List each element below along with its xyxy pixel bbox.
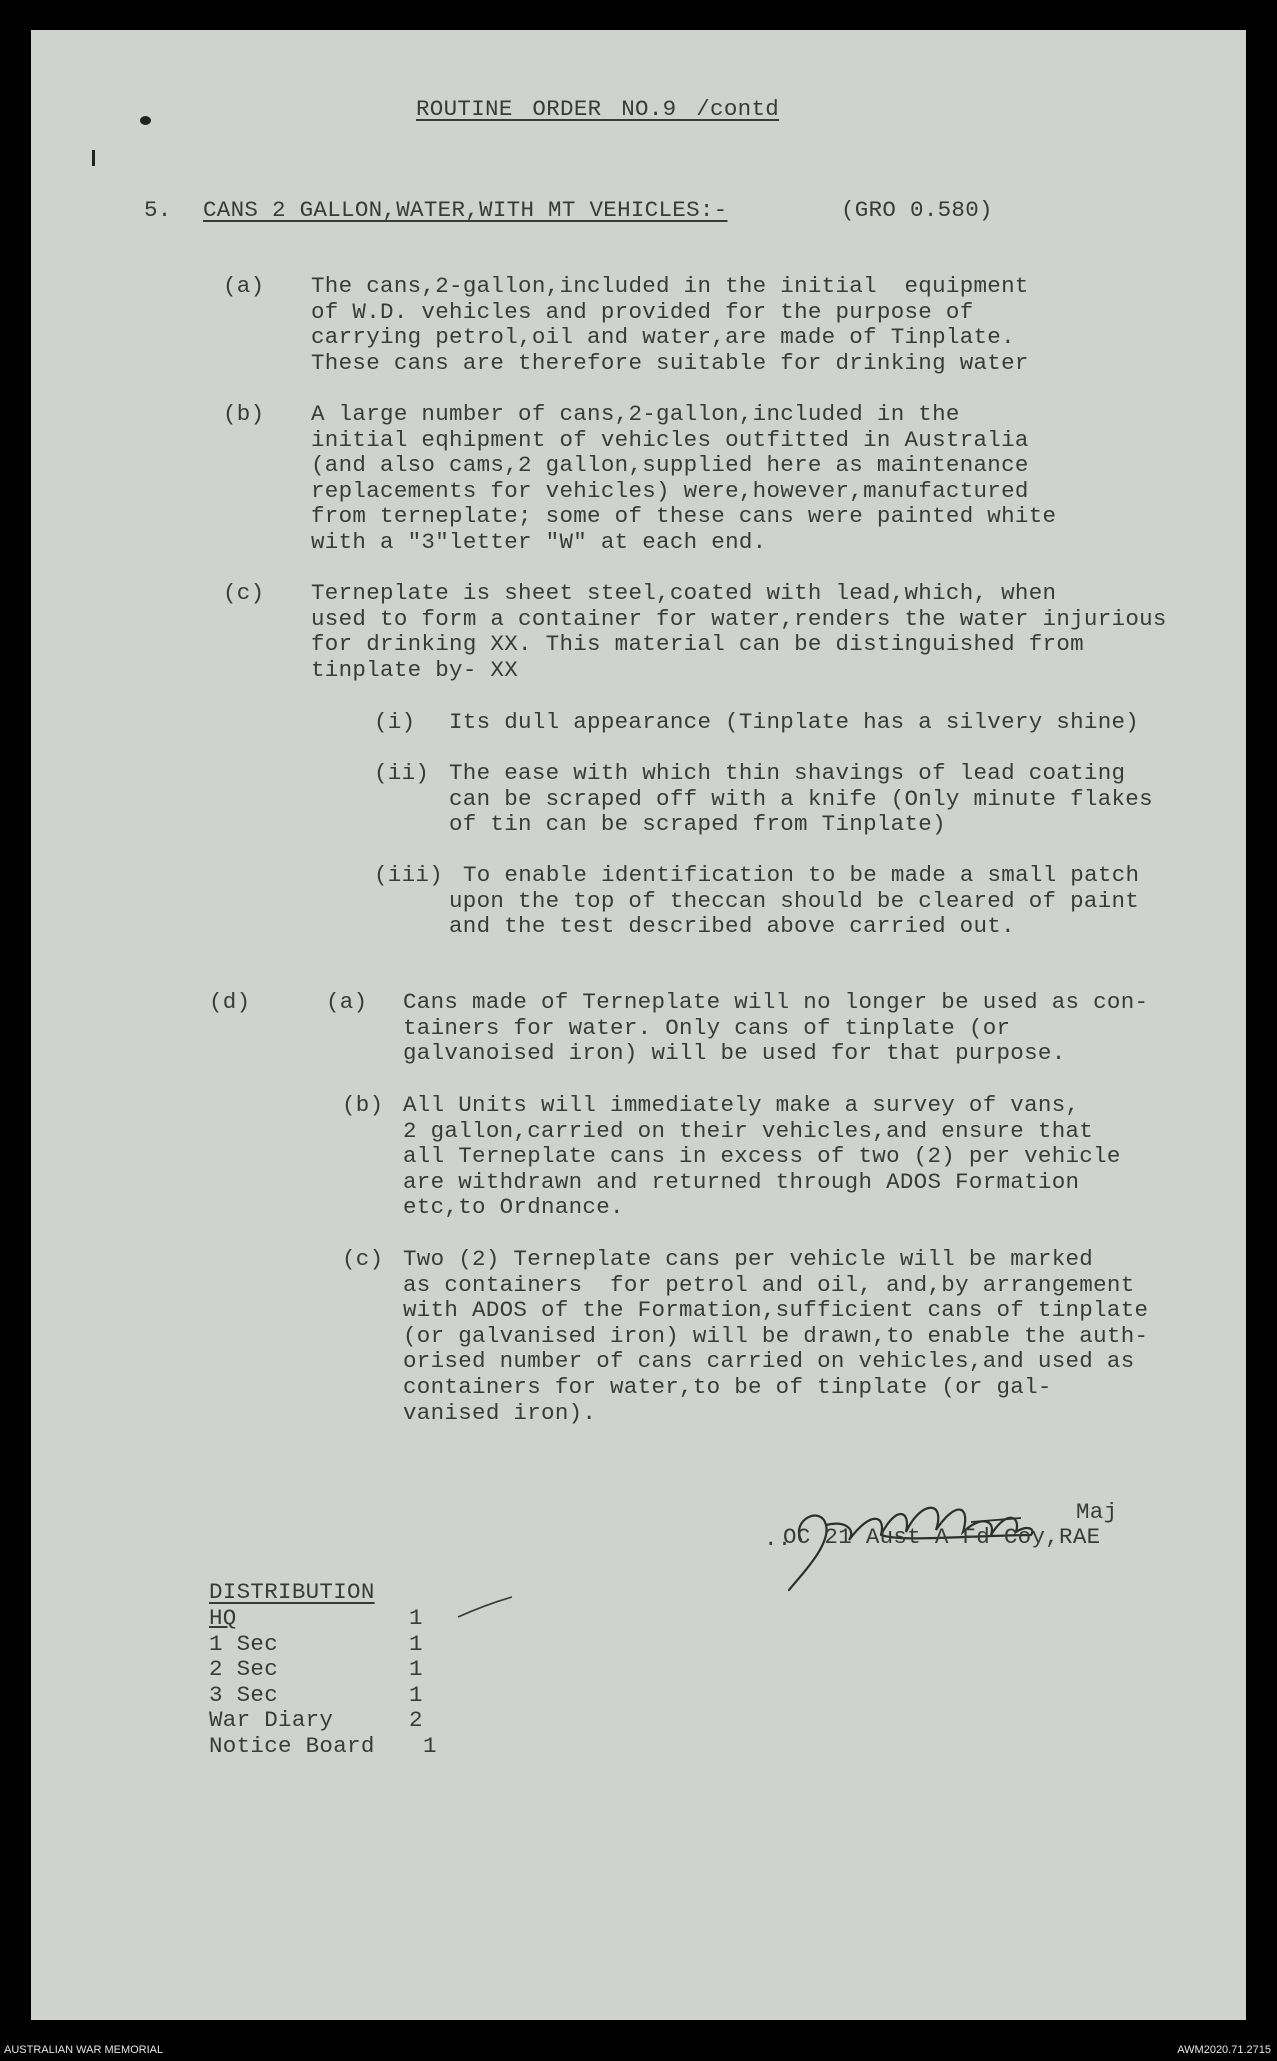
- para-b-text: [311, 402, 1056, 556]
- para-a-text: [311, 274, 1029, 376]
- para-c-item-text: [449, 710, 1139, 736]
- text-line: tainers for water. Only cans of tinplate (or: [403, 1014, 1011, 1041]
- distribution-row: [209, 1708, 437, 1734]
- text-line: used to form a container for water,renders the water injurious: [311, 605, 1167, 632]
- text-line: upon the top of theccan should be cleared of paint: [449, 887, 1140, 914]
- text-line: galvanoised iron) will be used for that purpose.: [403, 1040, 1066, 1067]
- distribution-recipient: HQ: [209, 1605, 237, 1631]
- document-page: [31, 30, 1246, 2020]
- signature-dots: ..: [764, 1526, 792, 1552]
- tick-mark: [456, 1595, 516, 1625]
- para-d-item-label: (a): [326, 989, 368, 1015]
- text-line: carrying petrol,oil and water,are made of Tinplate.: [311, 324, 1015, 351]
- distribution-row: [209, 1632, 437, 1658]
- text-line: All Units will immediately make a survey of vans,: [403, 1092, 1080, 1118]
- distribution-count: 1: [409, 1656, 423, 1683]
- text-line: and the test described above carried out.: [449, 913, 1015, 940]
- text-line: of tin can be scraped from Tinplate): [449, 811, 946, 838]
- punch-mark: [92, 150, 95, 166]
- distribution-count: 1: [423, 1732, 437, 1759]
- text-line: These cans are therefore suitable for drinking water: [311, 349, 1029, 376]
- distribution-recipient: Notice Board: [209, 1732, 375, 1759]
- distribution-recipient: 2 Sec: [209, 1656, 279, 1683]
- text-line: as containers for petrol and oil, and,by arrangement: [403, 1271, 1135, 1298]
- text-line: are withdrawn and returned through ADOS Formation: [403, 1168, 1080, 1195]
- text-line: for drinking XX. This material can be distinguished from: [311, 631, 1084, 658]
- text-line: Two (2) Terneplate cans per vehicle will be marked: [403, 1246, 1094, 1272]
- text-line: replacements for vehicles) were,however,manufactured: [311, 477, 1029, 504]
- distribution-count: 1: [409, 1681, 423, 1708]
- distribution-row: [209, 1606, 437, 1632]
- text-line: (or galvanised iron) will be drawn,to enable the auth-: [403, 1322, 1149, 1349]
- distribution-recipient: 3 Sec: [209, 1681, 279, 1708]
- text-line: orised number of cans carried on vehicles,and used as: [403, 1348, 1135, 1375]
- para-c-item-text: [449, 761, 1153, 838]
- text-line: The ease with which thin shavings of lead coating: [449, 760, 1126, 786]
- text-line: with ADOS of the Formation,sufficient cans of tinplate: [403, 1297, 1149, 1324]
- distribution-count: 2: [409, 1707, 423, 1734]
- para-c-item-label: (i): [374, 709, 416, 735]
- section-title: CANS 2 GALLON,WATER,WITH MT VEHICLES:-: [203, 197, 728, 223]
- para-c-item-text: [449, 863, 1139, 940]
- text-line: initial eqhipment of vehicles outfitted in Australia: [311, 426, 1029, 453]
- text-line: with a "3"letter "W" at each end.: [311, 528, 767, 555]
- text-line: containers for water,to be of tinplate (or gal-: [403, 1373, 1052, 1400]
- text-line: 2 gallon,carried on their vehicles,and ensure that: [403, 1117, 1094, 1144]
- distribution-row: [209, 1734, 437, 1760]
- distribution-list: [209, 1606, 437, 1760]
- text-line: of W.D. vehicles and provided for the purpose of: [311, 298, 974, 325]
- para-d-item-text: [403, 1093, 1121, 1221]
- text-line: (and also cams,2 gallon,supplied here as maintenance: [311, 452, 1029, 479]
- archive-credit: AUSTRALIAN WAR MEMORIAL: [4, 2044, 164, 2056]
- distribution-row: [209, 1657, 437, 1683]
- punch-mark: [140, 116, 151, 125]
- para-d-item-label: (c): [342, 1246, 384, 1272]
- para-b-label: (b): [223, 401, 265, 427]
- section-number: 5.: [144, 197, 172, 223]
- para-d-item-text: [403, 1247, 1148, 1426]
- page-title: ROUTINE ORDER NO.9 /contd: [416, 96, 780, 122]
- signature-rank: Maj: [1076, 1499, 1118, 1525]
- para-a-label: (a): [223, 273, 265, 299]
- distribution-title: DISTRIBUTION: [209, 1579, 375, 1605]
- distribution-recipient: 1 Sec: [209, 1630, 279, 1657]
- para-d-item-label: (b): [342, 1092, 384, 1118]
- text-line: etc,to Ordnance.: [403, 1194, 624, 1221]
- text-line: all Terneplate cans in excess of two (2) per vehicle: [403, 1143, 1121, 1170]
- text-line: Its dull appearance (Tinplate has a silvery shine): [449, 709, 1140, 735]
- para-c-text: [311, 581, 1167, 683]
- text-line: Terneplate is sheet steel,coated with lead,which, when: [311, 580, 1057, 606]
- para-c-item-label: (ii): [374, 760, 430, 786]
- distribution-count: 1: [409, 1630, 423, 1657]
- text-line: tinplate by- XX: [311, 656, 519, 683]
- archive-reference: AWM2020.71.2715: [1177, 2044, 1271, 2056]
- text-line: Cans made of Terneplate will no longer be used as con-: [403, 989, 1149, 1015]
- text-line: can be scraped off with a knife (Only minute flakes: [449, 785, 1153, 812]
- text-line: To enable identification to be made a small patch: [463, 862, 1140, 888]
- para-c-label: (c): [223, 580, 265, 606]
- para-d-label: (d): [209, 989, 251, 1015]
- text-line: The cans,2-gallon,included in the initial equipment: [311, 273, 1029, 299]
- signature-unit: OC 21 Aust A Fd Coy,RAE: [783, 1524, 1101, 1550]
- distribution-row: [209, 1683, 437, 1709]
- distribution-recipient: War Diary: [209, 1707, 334, 1734]
- text-line: A large number of cans,2-gallon,included in the: [311, 401, 960, 427]
- text-line: vanised iron).: [403, 1399, 597, 1426]
- text-line: from terneplate; some of these cans were painted white: [311, 503, 1057, 530]
- distribution-count: 1: [409, 1605, 423, 1631]
- para-d-item-text: [403, 990, 1148, 1067]
- para-c-item-label: (iii): [374, 862, 444, 888]
- section-reference: (GRO 0.580): [841, 197, 993, 223]
